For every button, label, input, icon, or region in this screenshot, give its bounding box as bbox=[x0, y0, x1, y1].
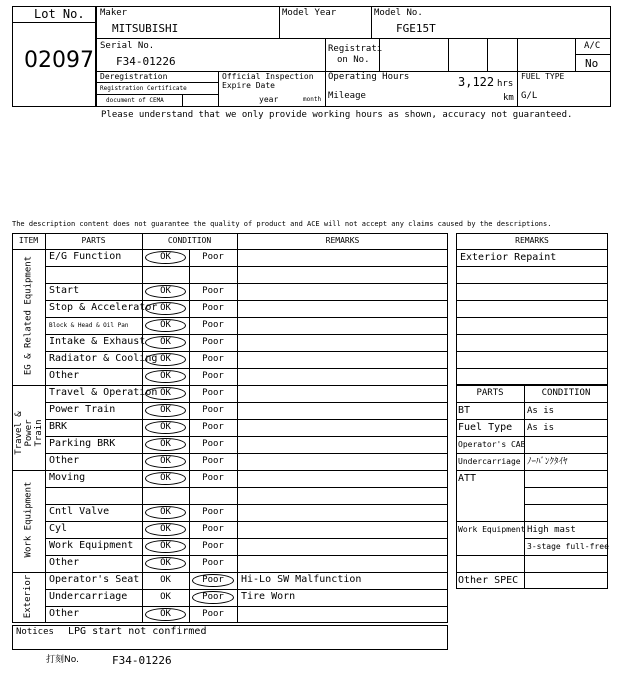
item-group-label: EG & Related Equipment bbox=[23, 255, 33, 376]
poor-option[interactable]: Poor bbox=[202, 524, 224, 534]
ok-option[interactable]: OK bbox=[160, 524, 171, 534]
spec-condition: As is bbox=[527, 423, 555, 433]
ok-selected-mark bbox=[145, 472, 186, 485]
serial-value: F34-01226 bbox=[116, 55, 176, 68]
model-no-label: Model No. bbox=[374, 8, 423, 18]
poor-option[interactable]: Poor bbox=[202, 252, 224, 262]
poor-option[interactable]: Poor bbox=[202, 592, 224, 602]
row-remark: Tire Worn bbox=[241, 591, 296, 602]
serial-label: Serial No. bbox=[100, 41, 155, 51]
notices-label: Notices bbox=[16, 627, 54, 637]
remarks-header: REMARKS bbox=[515, 236, 549, 245]
ok-option[interactable]: OK bbox=[160, 252, 171, 262]
ok-option[interactable]: OK bbox=[160, 558, 171, 568]
part-name: Block & Head & Oil Pan bbox=[49, 322, 129, 329]
part-name: Operator's Seat bbox=[49, 574, 140, 585]
lot-label: Lot No. bbox=[34, 7, 85, 21]
poor-option[interactable]: Poor bbox=[202, 371, 224, 381]
spec-condition: High mast bbox=[527, 525, 576, 535]
ok-option[interactable]: OK bbox=[160, 422, 171, 432]
part-name: Other bbox=[49, 455, 80, 466]
poor-selected-mark bbox=[192, 591, 234, 604]
ok-selected-mark bbox=[145, 285, 186, 298]
ac-value: No bbox=[585, 57, 599, 70]
spec-part: Undercarriage bbox=[458, 457, 521, 466]
year-label: year bbox=[259, 95, 279, 104]
poor-option[interactable]: Poor bbox=[202, 388, 224, 398]
ok-option[interactable]: OK bbox=[160, 286, 171, 296]
condition-header: CONDITION bbox=[541, 388, 591, 398]
ac-label: A/C bbox=[584, 41, 601, 51]
ok-option[interactable]: OK bbox=[160, 592, 171, 602]
remarks-column-header: REMARKS bbox=[325, 236, 360, 245]
part-name: Travel & Operation bbox=[49, 387, 158, 398]
item-column-header: ITEM bbox=[18, 236, 39, 245]
ok-option[interactable]: OK bbox=[160, 473, 171, 483]
poor-option[interactable]: Poor bbox=[202, 609, 224, 619]
model-no-value: FGE15T bbox=[396, 22, 436, 35]
accuracy-note: Please understand that we only provide working hours as shown, accuracy not guaranteed. bbox=[101, 110, 573, 120]
mileage-label: Mileage bbox=[328, 91, 366, 101]
poor-option[interactable]: Poor bbox=[202, 422, 224, 432]
item-group-label: Exterior bbox=[23, 574, 33, 618]
spec-condition: ﾉｰﾊﾞﾝｸﾀｲﾔ bbox=[527, 457, 568, 467]
part-name: Cyl bbox=[49, 523, 68, 534]
registration-certificate-label: Registration Certificate bbox=[100, 85, 187, 92]
cema-label: document of CEMA bbox=[106, 97, 164, 104]
inspection-label: Official Inspection bbox=[222, 72, 314, 81]
ok-selected-mark bbox=[145, 608, 186, 621]
part-name: Moving bbox=[49, 472, 86, 483]
ok-selected-mark bbox=[145, 455, 186, 468]
spec-condition: 3-stage full-free bbox=[527, 542, 609, 551]
stamp-value: F34-01226 bbox=[112, 654, 172, 667]
poor-option[interactable]: Poor bbox=[202, 405, 224, 415]
part-name: Start bbox=[49, 285, 80, 296]
part-name: Cntl Valve bbox=[49, 506, 110, 517]
spec-part: Work Equipment bbox=[458, 525, 526, 534]
operating-hours-value: 3,122 bbox=[458, 75, 495, 89]
parts-header: PARTS bbox=[476, 388, 504, 398]
ok-option[interactable]: OK bbox=[160, 541, 171, 551]
ok-option[interactable]: OK bbox=[160, 456, 171, 466]
part-name: Other bbox=[49, 557, 80, 568]
ok-selected-mark bbox=[145, 523, 186, 536]
ok-option[interactable]: OK bbox=[160, 320, 171, 330]
ok-option[interactable]: OK bbox=[160, 439, 171, 449]
poor-option[interactable]: Poor bbox=[202, 473, 224, 483]
part-name: Parking BRK bbox=[49, 438, 116, 449]
part-name: Other bbox=[49, 370, 80, 381]
ok-selected-mark bbox=[145, 438, 186, 451]
ok-selected-mark bbox=[145, 370, 186, 383]
model-year-label: Model Year bbox=[282, 8, 337, 18]
ok-option[interactable]: OK bbox=[160, 575, 171, 585]
part-name: Stop & Accelerator bbox=[49, 302, 158, 313]
ok-option[interactable]: OK bbox=[160, 388, 171, 398]
operating-hours-label: Operating Hours bbox=[328, 72, 410, 82]
spec-part: Operator's CAB bbox=[458, 440, 526, 449]
remark-entry: Exterior Repaint bbox=[460, 252, 557, 263]
disclaimer-text: The description content does not guarantee the quality of product and ACE will not accept any claims caused by the descriptions. bbox=[12, 220, 552, 228]
spec-part: BT bbox=[458, 405, 471, 416]
inspection-label-2: Expire Date bbox=[222, 81, 275, 90]
maker-value: MITSUBISHI bbox=[112, 22, 179, 35]
fuel-type-label: FUEL TYPE bbox=[521, 72, 565, 81]
part-name: Radiator & Cooling bbox=[49, 353, 158, 364]
ok-option[interactable]: OK bbox=[160, 405, 171, 415]
ok-selected-mark bbox=[145, 404, 186, 417]
ok-option[interactable]: OK bbox=[160, 303, 171, 313]
spec-condition: As is bbox=[527, 406, 555, 416]
poor-option[interactable]: Poor bbox=[202, 541, 224, 551]
ok-selected-mark bbox=[145, 353, 186, 366]
poor-selected-mark bbox=[192, 574, 234, 587]
item-group-label: Work Equipment bbox=[23, 481, 33, 558]
poor-option[interactable]: Poor bbox=[202, 303, 224, 313]
km-unit: km bbox=[503, 93, 514, 103]
ok-selected-mark bbox=[145, 421, 186, 434]
row-remark: Hi-Lo SW Malfunction bbox=[241, 574, 362, 585]
part-name: Work Equipment bbox=[49, 540, 134, 551]
ok-selected-mark bbox=[145, 319, 186, 332]
item-group-label: Travel & Power Train bbox=[13, 410, 44, 455]
registration-label: Registrati bbox=[328, 44, 383, 54]
part-name: Undercarriage bbox=[49, 591, 128, 602]
ok-option[interactable]: OK bbox=[160, 507, 171, 517]
parts-column-header: PARTS bbox=[81, 236, 106, 245]
spec-part: ATT bbox=[458, 473, 477, 484]
ok-option[interactable]: OK bbox=[160, 337, 171, 347]
condition-column-header: CONDITION bbox=[167, 236, 212, 245]
ok-option[interactable]: OK bbox=[160, 354, 171, 364]
ok-option[interactable]: OK bbox=[160, 371, 171, 381]
ok-selected-mark bbox=[145, 251, 186, 264]
poor-option[interactable]: Poor bbox=[202, 456, 224, 466]
registration-label-2: on No. bbox=[337, 55, 370, 65]
deregistration-label: Deregistration bbox=[100, 72, 168, 81]
poor-option[interactable]: Poor bbox=[202, 337, 224, 347]
poor-option[interactable]: Poor bbox=[202, 286, 224, 296]
part-name: BRK bbox=[49, 421, 68, 432]
notices-value: LPG start not confirmed bbox=[68, 626, 207, 637]
poor-option[interactable]: Poor bbox=[202, 558, 224, 568]
ok-selected-mark bbox=[145, 540, 186, 553]
ok-option[interactable]: OK bbox=[160, 609, 171, 619]
fuel-type-value: G/L bbox=[521, 91, 538, 101]
ok-selected-mark bbox=[145, 557, 186, 570]
spec-part: Fuel Type bbox=[458, 422, 513, 433]
poor-option[interactable]: Poor bbox=[202, 354, 224, 364]
ok-selected-mark bbox=[145, 336, 186, 349]
part-name: Intake & Exhaust bbox=[49, 336, 146, 347]
part-name: Power Train bbox=[49, 404, 116, 415]
spec-part: Other SPEC bbox=[458, 575, 519, 586]
poor-option[interactable]: Poor bbox=[202, 575, 224, 585]
stamp-label: 打刻No. bbox=[46, 655, 79, 665]
poor-option[interactable]: Poor bbox=[202, 320, 224, 330]
part-name: E/G Function bbox=[49, 251, 122, 262]
ok-selected-mark bbox=[145, 506, 186, 519]
ok-selected-mark bbox=[145, 302, 186, 315]
hrs-unit: hrs bbox=[497, 79, 514, 89]
lot-number: 02097 bbox=[24, 48, 94, 73]
poor-option[interactable]: Poor bbox=[202, 439, 224, 449]
month-label: month bbox=[303, 96, 322, 103]
ok-selected-mark bbox=[145, 387, 186, 400]
poor-option[interactable]: Poor bbox=[202, 507, 224, 517]
part-name: Other bbox=[49, 608, 80, 619]
maker-label: Maker bbox=[100, 8, 128, 18]
